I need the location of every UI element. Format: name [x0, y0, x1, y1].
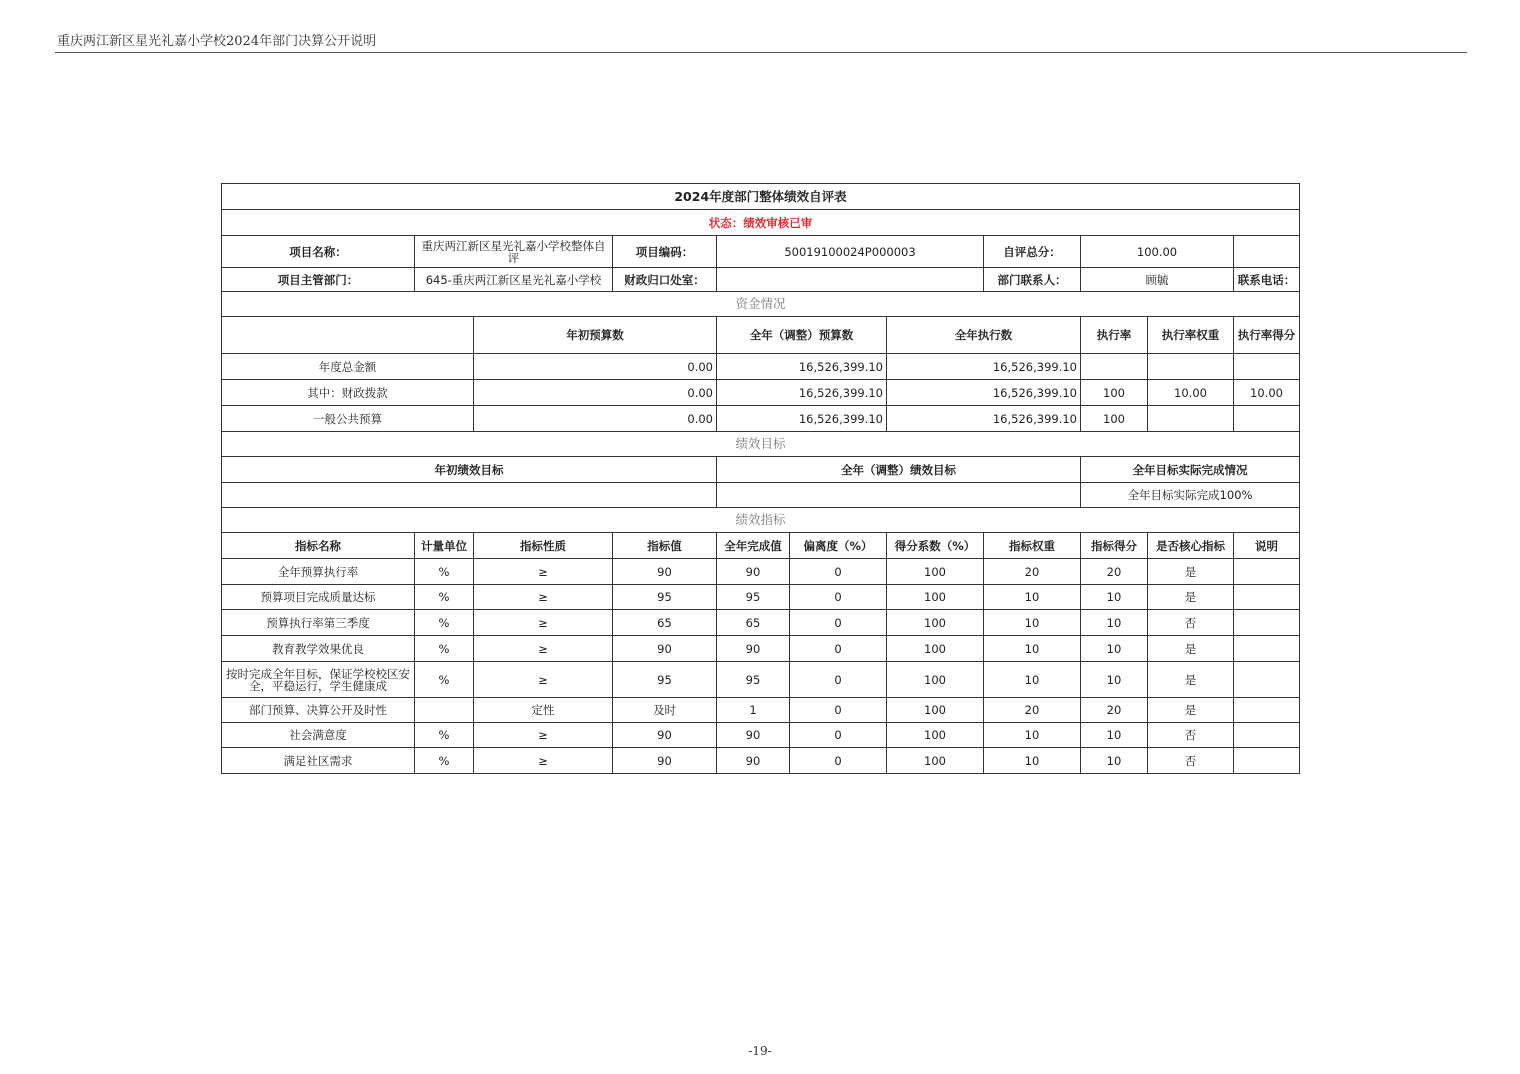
- indicator-cell: 10: [984, 585, 1081, 610]
- indicator-cell: 100: [887, 662, 984, 698]
- indicator-cell: 10: [1081, 723, 1148, 748]
- indicator-cell: 100: [887, 748, 984, 774]
- indicator-header-cell: 指标得分: [1081, 533, 1148, 559]
- indicator-cell: %: [415, 723, 474, 748]
- indicator-header-cell: 指标名称: [222, 533, 415, 559]
- indicator-cell: 20: [984, 559, 1081, 585]
- goals-header-cell: 全年目标实际完成情况: [1081, 457, 1300, 483]
- project-code-label: 项目编码：: [613, 236, 717, 268]
- table-title: 2024年度部门整体绩效自评表: [222, 184, 1300, 210]
- indicator-row: [222, 559, 1300, 585]
- indicator-cell: [1234, 698, 1300, 723]
- indicator-header-cell: 说明: [1234, 533, 1300, 559]
- finance-office-label: 财政归口处室：: [613, 268, 717, 292]
- project-name-value: 重庆两江新区星光礼嘉小学校整体自评: [415, 236, 613, 268]
- funds-section-row: [222, 292, 1300, 317]
- indicator-cell: [1234, 748, 1300, 774]
- indicator-cell: 按时完成全年目标，保证学校校区安全，平稳运行，学生健康成: [222, 662, 415, 698]
- page-number: -19-: [748, 1044, 772, 1058]
- indicator-cell: ≥: [474, 662, 613, 698]
- indicator-cell: 0: [790, 748, 887, 774]
- self-score-label: 自评总分：: [984, 236, 1081, 268]
- indicator-cell: ≥: [474, 748, 613, 774]
- indicator-header-cell: 指标权重: [984, 533, 1081, 559]
- goals-header-cell: 全年（调整）绩效目标: [717, 457, 1081, 483]
- funds-row: [222, 406, 1300, 432]
- funds-cell: 10.00: [1148, 380, 1234, 406]
- indicator-cell: 20: [1081, 698, 1148, 723]
- indicator-cell: 100: [887, 585, 984, 610]
- indicator-cell: 95: [717, 662, 790, 698]
- indicator-cell: [415, 698, 474, 723]
- indicator-cell: 90: [613, 748, 717, 774]
- indicator-cell: 10: [984, 723, 1081, 748]
- indicator-cell: 10: [984, 748, 1081, 774]
- indicator-header-cell: 是否核心指标: [1148, 533, 1234, 559]
- funds-cell: [1234, 406, 1300, 432]
- indicator-header-cell: 得分系数（%）: [887, 533, 984, 559]
- indicator-cell: 1: [717, 698, 790, 723]
- indicator-cell: 否: [1148, 723, 1234, 748]
- indicator-cell: ≥: [474, 559, 613, 585]
- indicator-cell: 100: [887, 636, 984, 662]
- indicator-header-cell: 指标值: [613, 533, 717, 559]
- indicator-row: [222, 610, 1300, 636]
- funds-cell: 16,526,399.10: [887, 354, 1081, 380]
- status-row: [222, 210, 1300, 236]
- indicator-cell: 预算项目完成质量达标: [222, 585, 415, 610]
- goals-section-row: [222, 432, 1300, 457]
- funds-cell: 年度总金额: [222, 354, 474, 380]
- indicator-cell: 教育教学效果优良: [222, 636, 415, 662]
- indicator-cell: 90: [717, 723, 790, 748]
- funds-cell: 10.00: [1234, 380, 1300, 406]
- funds-cell: 16,526,399.10: [887, 380, 1081, 406]
- indicator-cell: 定性: [474, 698, 613, 723]
- indicator-cell: 及时: [613, 698, 717, 723]
- indicator-cell: 95: [717, 585, 790, 610]
- indicator-cell: ≥: [474, 610, 613, 636]
- indicator-cell: 90: [613, 723, 717, 748]
- indicator-cell: 部门预算、决算公开及时性: [222, 698, 415, 723]
- indicator-cell: 是: [1148, 636, 1234, 662]
- header-divider: [55, 52, 1467, 53]
- goals-value-cell: 全年目标实际完成100%: [1081, 483, 1300, 508]
- indicator-cell: %: [415, 748, 474, 774]
- project-code-value: 50019100024P000003: [717, 236, 984, 268]
- indicator-cell: 90: [613, 636, 717, 662]
- indicator-cell: 100: [887, 698, 984, 723]
- indicator-row: [222, 585, 1300, 610]
- goals-header-row: [222, 457, 1300, 483]
- dept-value: 645-重庆两江新区星光礼嘉小学校: [415, 268, 613, 292]
- indicator-cell: %: [415, 636, 474, 662]
- phone-label: 联系电话：: [1234, 268, 1300, 292]
- indicator-cell: 0: [790, 723, 887, 748]
- indicator-cell: 10: [984, 610, 1081, 636]
- indicator-cell: 否: [1148, 610, 1234, 636]
- funds-cell: 16,526,399.10: [717, 406, 887, 432]
- funds-cell: 0.00: [474, 406, 717, 432]
- funds-header-cell: 执行率得分: [1234, 317, 1300, 354]
- funds-cell: 0.00: [474, 380, 717, 406]
- indicator-row: [222, 748, 1300, 774]
- department-info-row: [222, 268, 1300, 292]
- table-title-row: [222, 184, 1300, 210]
- indicator-cell: 90: [717, 636, 790, 662]
- indicator-cell: 是: [1148, 698, 1234, 723]
- funds-cell: [1234, 354, 1300, 380]
- indicator-cell: [1234, 636, 1300, 662]
- indicator-cell: %: [415, 585, 474, 610]
- goals-value-row: [222, 483, 1300, 508]
- finance-office-value: [717, 268, 984, 292]
- indicator-cell: 10: [984, 636, 1081, 662]
- indicator-cell: 社会满意度: [222, 723, 415, 748]
- funds-cell: 16,526,399.10: [717, 354, 887, 380]
- indicator-cell: 0: [790, 636, 887, 662]
- indicators-header-row: [222, 533, 1300, 559]
- indicator-cell: [1234, 662, 1300, 698]
- funds-cell: 其中：财政拨款: [222, 380, 474, 406]
- indicator-cell: 预算执行率第三季度: [222, 610, 415, 636]
- indicator-cell: 95: [613, 662, 717, 698]
- indicator-row: [222, 662, 1300, 698]
- indicator-cell: ≥: [474, 723, 613, 748]
- indicator-cell: 是: [1148, 662, 1234, 698]
- indicator-cell: 90: [717, 748, 790, 774]
- indicator-row: [222, 698, 1300, 723]
- indicators-section-row: [222, 508, 1300, 533]
- funds-row: [222, 354, 1300, 380]
- indicator-cell: 20: [984, 698, 1081, 723]
- indicator-cell: 10: [1081, 585, 1148, 610]
- indicator-cell: 10: [1081, 662, 1148, 698]
- indicator-cell: [1234, 559, 1300, 585]
- project-info-row: [222, 236, 1300, 268]
- indicator-cell: 是: [1148, 559, 1234, 585]
- funds-header-cell: [222, 317, 474, 354]
- indicator-cell: 全年预算执行率: [222, 559, 415, 585]
- funds-section-title: 资金情况: [222, 292, 1300, 317]
- indicator-cell: [1234, 610, 1300, 636]
- indicator-cell: 100: [887, 723, 984, 748]
- indicator-cell: 10: [984, 662, 1081, 698]
- funds-header-cell: 执行率权重: [1148, 317, 1234, 354]
- indicator-cell: 95: [613, 585, 717, 610]
- indicators-section-title: 绩效指标: [222, 508, 1300, 533]
- contact-value: 顾毓: [1081, 268, 1234, 292]
- empty-cell: [1234, 236, 1300, 268]
- goals-header-cell: 年初绩效目标: [222, 457, 717, 483]
- indicator-cell: 否: [1148, 748, 1234, 774]
- goals-value-cell: [222, 483, 717, 508]
- indicator-header-cell: 全年完成值: [717, 533, 790, 559]
- self-score-value: 100.00: [1081, 236, 1234, 268]
- funds-cell: 100: [1081, 380, 1148, 406]
- indicator-cell: 是: [1148, 585, 1234, 610]
- funds-header-cell: 全年执行数: [887, 317, 1081, 354]
- indicator-cell: 65: [613, 610, 717, 636]
- indicator-cell: [1234, 723, 1300, 748]
- funds-cell: [1081, 354, 1148, 380]
- contact-label: 部门联系人：: [984, 268, 1081, 292]
- indicator-cell: ≥: [474, 585, 613, 610]
- indicator-cell: %: [415, 559, 474, 585]
- indicator-header-cell: 偏离度（%）: [790, 533, 887, 559]
- indicator-cell: 100: [887, 610, 984, 636]
- funds-cell: 0.00: [474, 354, 717, 380]
- goals-section-title: 绩效目标: [222, 432, 1300, 457]
- indicator-cell: %: [415, 610, 474, 636]
- indicator-cell: 10: [1081, 636, 1148, 662]
- performance-evaluation-table: [221, 183, 1300, 774]
- indicator-cell: 90: [613, 559, 717, 585]
- funds-cell: 100: [1081, 406, 1148, 432]
- indicator-cell: 100: [887, 559, 984, 585]
- indicator-cell: 0: [790, 585, 887, 610]
- goals-value-cell: [717, 483, 1081, 508]
- indicator-cell: [1234, 585, 1300, 610]
- funds-cell: 16,526,399.10: [887, 406, 1081, 432]
- indicator-cell: 10: [1081, 748, 1148, 774]
- indicator-cell: 20: [1081, 559, 1148, 585]
- indicator-header-cell: 计量单位: [415, 533, 474, 559]
- indicator-cell: 10: [1081, 610, 1148, 636]
- funds-cell: [1148, 406, 1234, 432]
- funds-header-cell: 执行率: [1081, 317, 1148, 354]
- funds-header-row: [222, 317, 1300, 354]
- indicator-cell: %: [415, 662, 474, 698]
- indicator-cell: 0: [790, 559, 887, 585]
- indicator-cell: ≥: [474, 636, 613, 662]
- indicator-row: [222, 636, 1300, 662]
- indicator-cell: 0: [790, 698, 887, 723]
- indicator-cell: 65: [717, 610, 790, 636]
- indicator-row: [222, 723, 1300, 748]
- document-header-title: 重庆两江新区星光礼嘉小学校2024年部门决算公开说明: [57, 34, 377, 49]
- project-name-label: 项目名称：: [222, 236, 415, 268]
- funds-cell: 16,526,399.10: [717, 380, 887, 406]
- status-text: 状态：绩效审核已审: [222, 210, 1300, 236]
- funds-header-cell: 年初预算数: [474, 317, 717, 354]
- indicator-cell: 0: [790, 662, 887, 698]
- indicator-cell: 满足社区需求: [222, 748, 415, 774]
- indicator-cell: 90: [717, 559, 790, 585]
- funds-header-cell: 全年（调整）预算数: [717, 317, 887, 354]
- dept-label: 项目主管部门：: [222, 268, 415, 292]
- funds-cell: 一般公共预算: [222, 406, 474, 432]
- funds-cell: [1148, 354, 1234, 380]
- indicator-header-cell: 指标性质: [474, 533, 613, 559]
- indicator-cell: 0: [790, 610, 887, 636]
- funds-row: [222, 380, 1300, 406]
